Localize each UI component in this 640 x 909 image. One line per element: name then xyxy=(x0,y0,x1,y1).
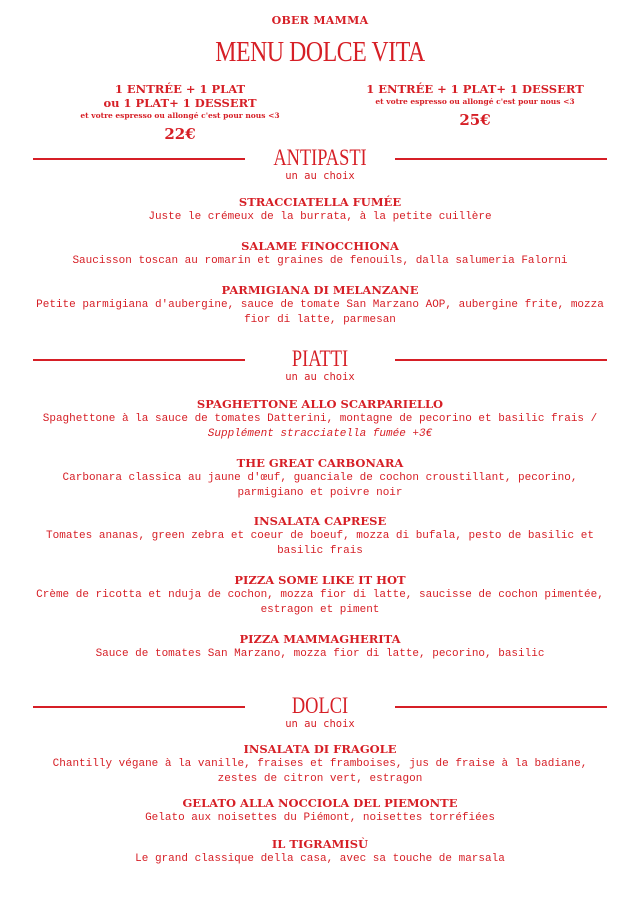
dish-item xyxy=(30,282,610,328)
section-subtitle: un au choix xyxy=(285,718,355,730)
section-dolci xyxy=(0,694,640,738)
dish-description-text: Spaghettone à la sauce de tomates Datterini, montagne de pecorino et basilic frais / xyxy=(42,413,598,425)
section-title: DOLCI xyxy=(291,693,349,718)
dish-item xyxy=(30,396,610,442)
dish-item xyxy=(30,631,610,662)
dish-description: Le grand classique della casa, avec sa touche de marsala xyxy=(135,853,505,865)
dish-name: SPAGHETTONE ALLO SCARPARIELLO xyxy=(196,397,444,411)
section-subtitle: un au choix xyxy=(285,371,355,383)
dish-item xyxy=(30,194,610,225)
restaurant-name: OBER MAMMA xyxy=(271,14,369,27)
dish-description: Juste le crémeux de la burrata, à la petite cuillère xyxy=(148,211,492,223)
section-title: ANTIPASTI xyxy=(273,145,367,170)
dish-item xyxy=(30,795,610,826)
formula-22-line2: ou 1 PLAT+ 1 DESSERT xyxy=(103,96,257,110)
dish-description: Chantilly végane à la vanille, fraises et framboises, jus de fraise à la badiane, zestes de citron vert, estragon xyxy=(52,758,588,785)
menu-title: MENU DOLCE VITA xyxy=(215,36,425,68)
dish-name: INSALATA DI FRAGOLE xyxy=(243,742,397,756)
formula-25-price: 25€ xyxy=(459,111,491,129)
dish-name: STRACCIATELLA FUMÉE xyxy=(238,195,402,209)
dish-description: Tomates ananas, green zebra et coeur de boeuf, mozza di bufala, pesto de basilic et basilic frais xyxy=(46,530,594,557)
formula-25-line1: 1 ENTRÉE + 1 PLAT+ 1 DESSERT xyxy=(366,82,584,96)
formula-22-line1: 1 ENTRÉE + 1 PLAT xyxy=(114,82,246,96)
dish-name: IL TIGRAMISÙ xyxy=(271,837,369,851)
dish-description: Sauce de tomates San Marzano, mozza fior di latte, pecorino, basilic xyxy=(95,648,545,660)
formula-25-note: et votre espresso ou allongé c'est pour nous <3 xyxy=(375,97,575,106)
dish-item xyxy=(30,455,610,501)
dish-description: Saucisson toscan au romarin et graines de fenouils, dalla salumeria Falorni xyxy=(72,255,568,267)
formula-22 xyxy=(40,82,320,144)
dish-name: GELATO ALLA NOCCIOLA DEL PIEMONTE xyxy=(182,796,458,810)
dish-description: Petite parmigiana d'aubergine, sauce de tomate San Marzano AOP, aubergine frite, mozza fior di latte, parmesan xyxy=(36,299,604,326)
dish-item xyxy=(30,572,610,618)
dish-description: Gelato aux noisettes du Piémont, noisettes torréfiées xyxy=(145,812,495,824)
dish-name: PARMIGIANA DI MELANZANE xyxy=(221,283,419,297)
formula-22-note: et votre espresso ou allongé c'est pour nous <3 xyxy=(80,111,280,120)
section-title: PIATTI xyxy=(291,346,349,371)
dish-name: INSALATA CAPRESE xyxy=(253,514,387,528)
dish-name: SALAME FINOCCHIONA xyxy=(241,239,399,253)
dish-item xyxy=(30,238,610,269)
dish-supplement: Supplément stracciatella fumée +3€ xyxy=(207,428,433,440)
section-piatti xyxy=(0,347,640,391)
dish-item xyxy=(30,741,610,787)
dish-item xyxy=(30,513,610,559)
dish-description: Crème de ricotta et nduja de cochon, mozza fior di latte, saucisse de cochon pimentée, estragon et piment xyxy=(36,589,604,616)
formula-22-price: 22€ xyxy=(164,125,196,143)
dish-name: PIZZA SOME LIKE IT HOT xyxy=(234,573,406,587)
dish-description: Carbonara classica au jaune d'œuf, guanciale de cochon croustillant, pecorino, parmigiano et poivre noir xyxy=(62,472,578,499)
section-subtitle: un au choix xyxy=(285,170,355,182)
section-antipasti xyxy=(0,146,640,190)
dish-name: PIZZA MAMMAGHERITA xyxy=(239,632,401,646)
formula-25 xyxy=(330,82,620,130)
dish-item xyxy=(30,836,610,867)
dish-name: THE GREAT CARBONARA xyxy=(236,456,404,470)
dish-description xyxy=(30,412,610,442)
